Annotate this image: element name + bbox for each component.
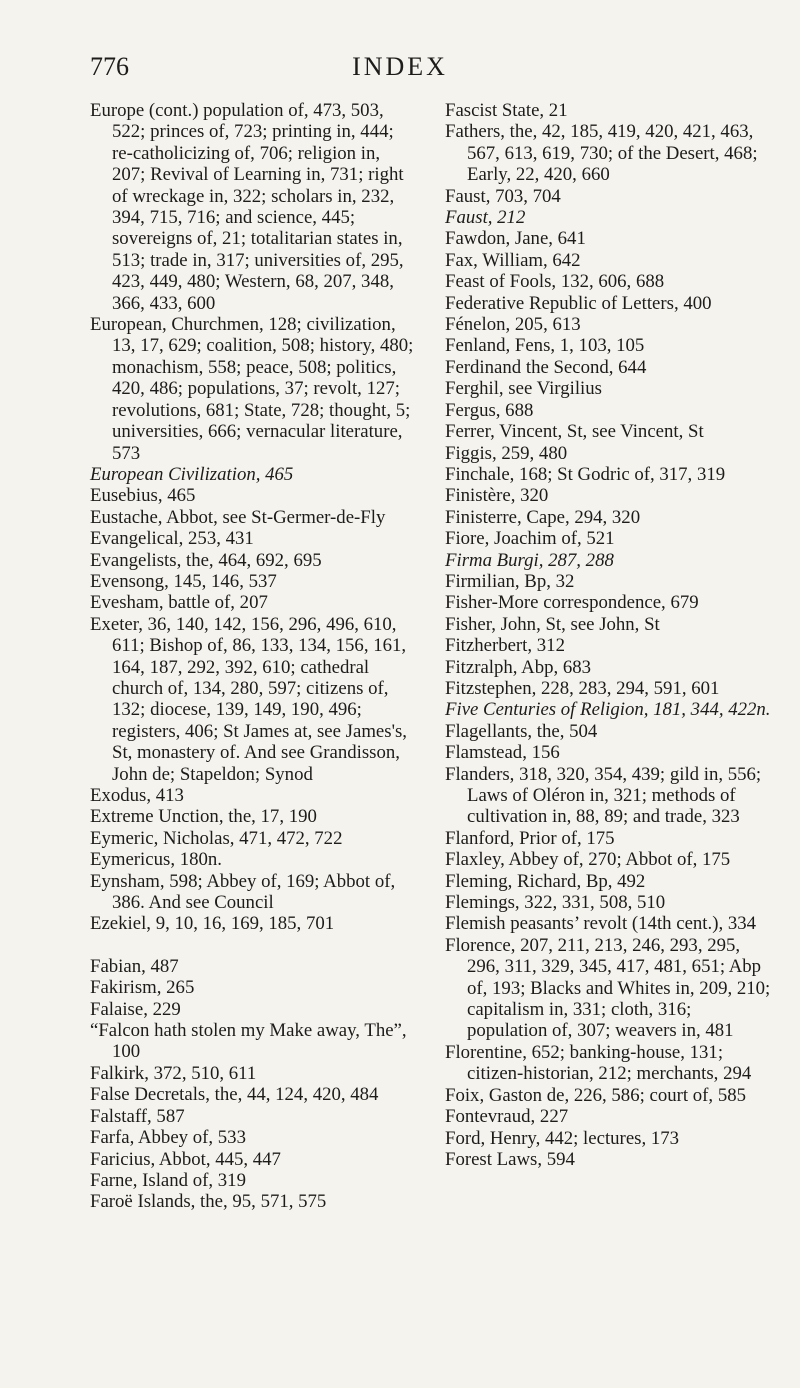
index-entry: Ford, Henry, 442; lectures, 173	[445, 1127, 680, 1149]
index-entry: Ezekiel, 9, 10, 16, 169, 185, 701	[90, 913, 335, 935]
index-entry: Fakirism, 265	[90, 977, 195, 999]
index-entry: Falstaff, 587	[90, 1105, 185, 1127]
index-entry: Eynsham, 598; Abbey of, 169; Abbot of, 386. And see Council	[90, 870, 396, 914]
index-entry: Firma Burgi, 287, 288	[445, 549, 614, 571]
index-entry: Flemish peasants’ revolt (14th cent.), 334	[445, 913, 757, 935]
index-entry: “Falcon hath stolen my Make away, The”, 100	[90, 1020, 407, 1063]
index-entry: Exeter, 36, 140, 142, 156, 296, 496, 610, 611; Bishop of, 86, 133, 134, 156, 161, 164, 187, 292, 392, 610; cathedral church of, 134, 280, 597; citizens of, 132; diocese, 139, 149, 190, 496; registers, 406; St James at, see James's, St, monastery of. And see Grandisson, John de; Stapeldon; Synod	[90, 613, 407, 785]
page-header	[0, 52, 800, 92]
index-entry: Faricius, Abbot, 445, 447	[90, 1148, 281, 1170]
index-entry: Evesham, battle of, 207	[90, 592, 268, 614]
index-entry: Evensong, 145, 146, 537	[90, 570, 277, 592]
section-gap	[90, 935, 415, 956]
index-entry: Evangelists, the, 464, 692, 695	[90, 549, 322, 571]
index-entry: Fitzherbert, 312	[445, 635, 565, 657]
index-entry: Fergus, 688	[445, 399, 534, 421]
index-entry: Flaxley, Abbey of, 270; Abbot of, 175	[445, 849, 731, 871]
index-entry: Fabian, 487	[90, 955, 179, 977]
index-entry: Flanders, 318, 320, 354, 439; gild in, 556; Laws of Oléron in, 321; methods of cultivation in, 88, 89; and trade, 323	[445, 763, 762, 828]
index-entry: Fiore, Joachim of, 521	[445, 528, 615, 550]
index-entry: Eustache, Abbot, see St-Germer-de-Fly	[90, 506, 386, 528]
index-column-right	[445, 100, 775, 1170]
index-entry: Foix, Gaston de, 226, 586; court of, 585	[445, 1084, 746, 1106]
index-entry: Flamstead, 156	[445, 742, 560, 764]
index-entry: Five Centuries of Religion, 181, 344, 422n.	[445, 699, 771, 721]
index-entry: Fisher-More correspondence, 679	[445, 592, 699, 614]
index-entry: Fitzstephen, 228, 283, 294, 591, 601	[445, 677, 720, 699]
index-entry: Flanford, Prior of, 175	[445, 827, 615, 849]
page-title: INDEX	[352, 52, 448, 81]
index-entry: Farfa, Abbey of, 533	[90, 1127, 246, 1149]
index-entry: Fénelon, 205, 613	[445, 314, 581, 336]
index-entry: Fawdon, Jane, 641	[445, 228, 586, 250]
index-entry: Fisher, John, St, see John, St	[445, 613, 660, 635]
index-entry: Forest Laws, 594	[445, 1148, 575, 1170]
index-entry: Finistère, 320	[445, 485, 549, 507]
index-entry: Fontevraud, 227	[445, 1106, 569, 1128]
index-entry: Faust, 703, 704	[445, 185, 561, 207]
index-entry: Ferrer, Vincent, St, see Vincent, St	[445, 421, 704, 443]
index-entry: Fleming, Richard, Bp, 492	[445, 870, 646, 892]
index-entry: Falaise, 229	[90, 998, 181, 1020]
index-entry: Florence, 207, 211, 213, 246, 293, 295, 296, 311, 329, 345, 417, 481, 651; Abp of, 193; Blacks and Whites in, 209, 210; capitalism in, 331; cloth, 316; population of, 307; weavers in, 481	[445, 934, 771, 1042]
index-entry: Ferghil, see Virgilius	[445, 378, 602, 400]
index-entry: Extreme Unction, the, 17, 190	[90, 806, 317, 828]
index-entry: Figgis, 259, 480	[445, 442, 568, 464]
index-entry: Federative Republic of Letters, 400	[445, 292, 712, 314]
index-entry: Fenland, Fens, 1, 103, 105	[445, 335, 645, 357]
index-entry: Fathers, the, 42, 185, 419, 420, 421, 463, 567, 613, 619, 730; of the Desert, 468; Early, 22, 420, 660	[445, 121, 758, 186]
index-entry: Florentine, 652; banking-house, 131; citizen-historian, 212; merchants, 294	[445, 1041, 752, 1085]
index-entry: Eymericus, 180n.	[90, 849, 222, 871]
index-entry: Flagellants, the, 504	[445, 720, 598, 742]
index-entry: Eymeric, Nicholas, 471, 472, 722	[90, 827, 343, 849]
index-entry: Eusebius, 465	[90, 485, 196, 507]
index-entry: Fax, William, 642	[445, 249, 581, 271]
index-entry: Evangelical, 253, 431	[90, 528, 254, 550]
page-number: 776	[90, 52, 129, 81]
index-entry: Exodus, 413	[90, 785, 184, 806]
index-entry: Faust, 212	[445, 207, 526, 229]
index-entry: Faroë Islands, the, 95, 571, 575	[90, 1191, 327, 1213]
index-entry: Fitzralph, Abp, 683	[445, 656, 592, 678]
index-entry: Fascist State, 21	[445, 100, 568, 121]
index-entry: Europe (cont.) population of, 473, 503, 522; princes of, 723; printing in, 444; re-catholicizing of, 706; religion in, 207; Revival of Learning in, 731; right of wreckage in, 322; scholars in, 232, 394, 715, 716; and science, 445; sovereigns of, 21; totalitarian states in, 513; trade in, 317; universities of, 295, 423, 449, 480; Western, 68, 207, 348, 366, 433, 600	[90, 100, 404, 314]
index-entry: Flemings, 322, 331, 508, 510	[445, 892, 666, 914]
index-entry: Falkirk, 372, 510, 611	[90, 1062, 257, 1084]
index-entry: Feast of Fools, 132, 606, 688	[445, 271, 665, 293]
index-entry: False Decretals, the, 44, 124, 420, 484	[90, 1084, 379, 1106]
index-entry: European Civilization, 465	[90, 463, 294, 485]
index-entry: Finisterre, Cape, 294, 320	[445, 506, 641, 528]
index-entry: European, Churchmen, 128; civilization, 13, 17, 629; coalition, 508; history, 480; monachism, 558; peace, 508; politics, 420, 486; populations, 37; revolt, 127; revolutions, 681; State, 728; thought, 5; universities, 666; vernacular literature, 573	[90, 314, 414, 464]
index-entry: Ferdinand the Second, 644	[445, 356, 647, 378]
index-entry: Finchale, 168; St Godric of, 317, 319	[445, 463, 726, 485]
index-column-left	[90, 100, 415, 1213]
index-entry: Firmilian, Bp, 32	[445, 570, 575, 592]
index-entry: Farne, Island of, 319	[90, 1169, 246, 1191]
